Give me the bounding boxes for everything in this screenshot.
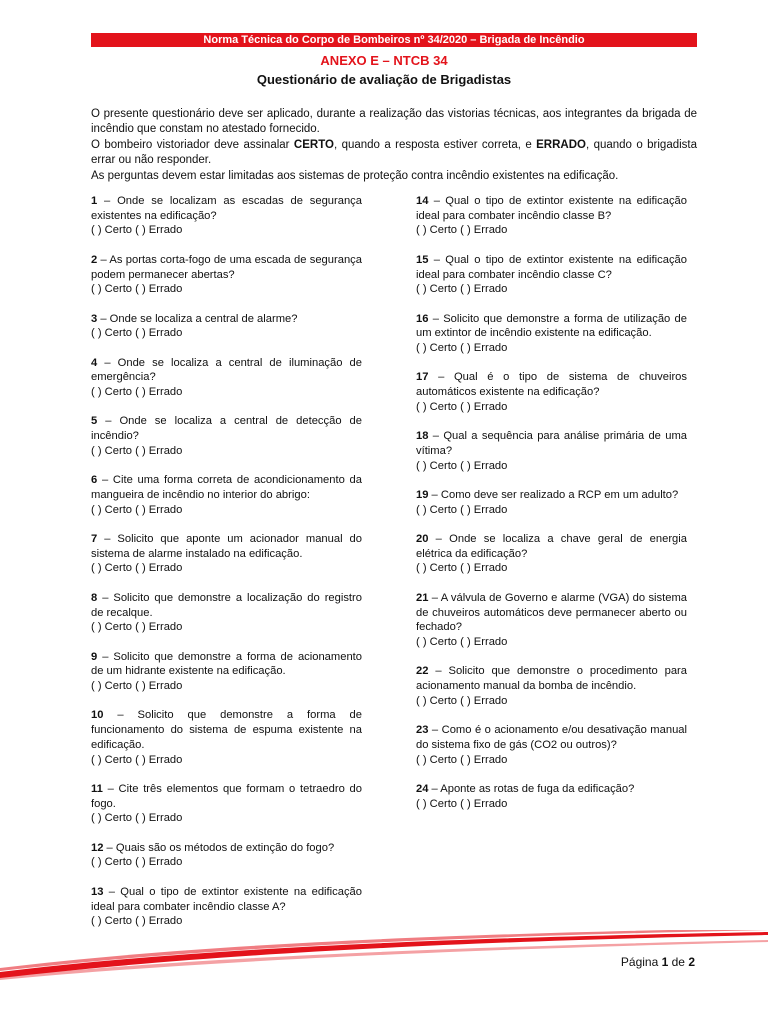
answer-options: ( ) Certo ( ) Errado <box>91 283 183 296</box>
intro-text-span: , quando o brigadista errar ou não responder. <box>91 138 698 167</box>
answer-options: ( ) Certo ( ) Errado <box>91 621 183 634</box>
intro-paragraph-1: O presente questionário deve ser aplicado, durante a realização das vistorias técnicas, aos integrantes da brigada de incêndio que constam no atestado fornecido. <box>91 108 697 136</box>
question-item <box>416 253 687 297</box>
question-item <box>91 885 362 929</box>
answer-options: ( ) Certo ( ) Errado <box>416 283 508 296</box>
page-number <box>560 955 695 969</box>
answer-options: ( ) Certo ( ) Errado <box>91 562 183 575</box>
header-banner: Norma Técnica do Corpo de Bombeiros nº 34/2020 – Brigada de Incêndio <box>91 33 697 47</box>
question-item <box>91 591 362 635</box>
errado-keyword: ERRADO <box>536 138 586 151</box>
answer-options: ( ) Certo ( ) Errado <box>91 680 183 693</box>
question-body: – Solicito que demonstre a forma de acionamento de um hidrante existente na edificação. <box>91 650 362 678</box>
question-body: – Qual o tipo de extintor existente na edificação ideal para combater incêndio classe A? <box>91 885 362 913</box>
answer-options: ( ) Certo ( ) Errado <box>91 753 183 766</box>
question-number: 5 <box>91 415 98 428</box>
question-number: 14 <box>416 195 429 207</box>
question-body: – Onde se localiza a chave geral de energia elétrica da edificação? <box>416 533 687 560</box>
question-text <box>91 708 362 752</box>
question-body: – Solicito que demonstre a localização do registro de recalque. <box>91 591 362 619</box>
question-number: 22 <box>416 665 429 678</box>
question-text <box>91 782 362 811</box>
answer-options: ( ) Certo ( ) Errado <box>91 386 183 399</box>
question-item <box>416 429 687 473</box>
intro-text <box>91 107 697 184</box>
question-number: 12 <box>91 841 104 854</box>
question-body: – Solicito que demonstre a forma de funcionamento do sistema de espuma existente na edificação. <box>91 709 362 751</box>
answer-options: ( ) Certo ( ) Errado <box>416 503 508 516</box>
question-number: 20 <box>416 533 429 546</box>
question-body: – Como é o acionamento e/ou desativação manual do sistema fixo de gás (CO2 ou outros)? <box>416 724 687 751</box>
question-body: – Quais são os métodos de extinção do fogo? <box>103 841 335 854</box>
question-body: – Onde se localiza a central de alarme? <box>97 312 298 325</box>
question-number: 11 <box>91 782 103 795</box>
intro-paragraph-2 <box>91 138 697 169</box>
question-item <box>416 664 687 708</box>
question-text <box>91 253 362 282</box>
question-text <box>91 356 362 385</box>
certo-keyword: CERTO <box>293 138 334 151</box>
question-body: – Cite uma forma correta de acondicionamento da mangueira de incêndio no interior do abrigo: <box>91 474 362 501</box>
question-body: – Como deve ser realizado a RCP em um adulto? <box>428 488 679 501</box>
question-body: – Solicito que demonstre a forma de utilização de um extintor de incêndio existente na edificação. <box>416 312 687 340</box>
questions-left-column <box>91 194 362 944</box>
question-number: 10 <box>91 709 104 722</box>
question-body: – Qual é o tipo de sistema de chuveiros automáticos existente na edificação? <box>416 371 687 399</box>
question-number: 3 <box>91 312 98 325</box>
question-number: 24 <box>416 782 429 795</box>
question-item <box>416 194 687 238</box>
question-item <box>91 356 362 400</box>
question-text <box>416 253 687 282</box>
question-number: 18 <box>416 430 429 443</box>
answer-options: ( ) Certo ( ) Errado <box>416 224 508 237</box>
question-text <box>416 591 687 635</box>
question-body: – Onde se localiza a central de iluminação de emergência? <box>91 356 362 384</box>
question-text <box>91 473 362 502</box>
question-body: – A válvula de Governo e alarme (VGA) do sistema de chuveiros automáticos deve permanecer aberto ou fechado? <box>416 591 687 634</box>
question-number: 1 <box>91 195 98 207</box>
question-item <box>416 723 687 767</box>
answer-options: ( ) Certo ( ) Errado <box>91 503 183 516</box>
intro-text-span: , quando a resposta estiver correta, e <box>333 138 537 151</box>
answer-options: ( ) Certo ( ) Errado <box>416 753 508 766</box>
answer-options: ( ) Certo ( ) Errado <box>416 635 508 648</box>
answer-options: ( ) Certo ( ) Errado <box>91 224 183 237</box>
question-body: – Qual a sequência para análise primária de uma vítima? <box>416 430 687 457</box>
question-text <box>416 664 687 693</box>
question-body: – Onde se localiza a central de detecção de incêndio? <box>91 415 362 443</box>
question-text <box>91 591 362 620</box>
question-text <box>416 429 687 458</box>
intro-text-span: O bombeiro vistoriador deve assinalar <box>91 138 294 151</box>
question-item <box>91 414 362 458</box>
question-text <box>416 488 687 503</box>
intro-paragraph-3: As perguntas devem estar limitadas aos sistemas de proteção contra incêndio existentes na edificação. <box>91 169 619 182</box>
question-item <box>91 312 362 341</box>
question-number: 7 <box>91 533 98 546</box>
question-body: – Cite três elementos que formam o tetraedro do fogo. <box>91 782 362 810</box>
question-number: 9 <box>91 650 98 663</box>
question-number: 19 <box>416 488 429 501</box>
annex-title: ANEXO E – NTCB 34 <box>320 53 448 68</box>
answer-options: ( ) Certo ( ) Errado <box>416 400 508 413</box>
question-body: – As portas corta-fogo de uma escada de segurança podem permanecer abertas? <box>91 253 362 281</box>
answer-options: ( ) Certo ( ) Errado <box>91 915 183 928</box>
question-text <box>91 885 362 914</box>
question-body: – Qual o tipo de extintor existente na edificação ideal para combater incêndio classe B? <box>416 195 687 222</box>
question-text <box>416 370 687 399</box>
question-item <box>91 532 362 576</box>
question-number: 4 <box>91 356 98 369</box>
question-text <box>91 312 362 327</box>
question-text <box>91 650 362 679</box>
answer-options: ( ) Certo ( ) Errado <box>91 327 183 340</box>
question-number: 13 <box>91 885 104 898</box>
question-text <box>416 782 687 797</box>
answer-options: ( ) Certo ( ) Errado <box>416 797 508 810</box>
answer-options: ( ) Certo ( ) Errado <box>91 812 183 825</box>
question-text <box>416 194 687 223</box>
total-pages: 2 <box>688 955 695 969</box>
question-text <box>416 312 687 341</box>
question-item <box>416 782 687 811</box>
question-item <box>416 370 687 414</box>
question-item <box>416 488 687 517</box>
question-text <box>91 414 362 443</box>
question-number: 21 <box>416 591 429 604</box>
question-number: 8 <box>91 591 98 604</box>
question-body: – Solicito que aponte um acionador manual do sistema de alarme instalado na edificação. <box>91 533 362 560</box>
answer-options: ( ) Certo ( ) Errado <box>416 694 508 707</box>
question-item <box>91 841 362 870</box>
question-item <box>91 782 362 826</box>
question-text <box>416 532 687 561</box>
question-item <box>91 194 362 238</box>
question-body: – Qual o tipo de extintor existente na edificação ideal para combater incêndio classe C? <box>416 253 687 281</box>
question-item <box>91 473 362 517</box>
question-item <box>91 650 362 694</box>
page-word: Página <box>620 955 662 969</box>
question-text <box>91 532 362 561</box>
document-subtitle: Questionário de avaliação de Brigadistas <box>256 72 512 87</box>
answer-options: ( ) Certo ( ) Errado <box>91 444 183 457</box>
answer-options: ( ) Certo ( ) Errado <box>416 342 508 354</box>
question-text <box>91 841 362 856</box>
question-body: – Aponte as rotas de fuga da edificação? <box>428 782 635 795</box>
question-body: – Onde se localizam as escadas de segurança existentes na edificação? <box>91 195 362 222</box>
question-body: – Solicito que demonstre o procedimento para acionamento manual da bomba de incêndio. <box>416 665 687 693</box>
question-number: 16 <box>416 312 429 325</box>
question-text <box>416 723 687 752</box>
question-item <box>91 708 362 767</box>
question-number: 15 <box>416 253 429 266</box>
question-number: 6 <box>91 474 98 487</box>
question-text <box>91 194 362 223</box>
question-number: 23 <box>416 724 429 737</box>
question-number: 17 <box>416 371 429 384</box>
question-item <box>416 532 687 576</box>
current-page: 1 <box>661 955 669 969</box>
question-item <box>416 591 687 650</box>
answer-options: ( ) Certo ( ) Errado <box>416 459 508 472</box>
question-item <box>416 312 687 356</box>
of-word: de <box>668 955 689 969</box>
answer-options: ( ) Certo ( ) Errado <box>416 562 508 575</box>
question-number: 2 <box>91 253 98 266</box>
questions-right-column <box>416 194 687 826</box>
answer-options: ( ) Certo ( ) Errado <box>91 856 183 869</box>
question-item <box>91 253 362 297</box>
